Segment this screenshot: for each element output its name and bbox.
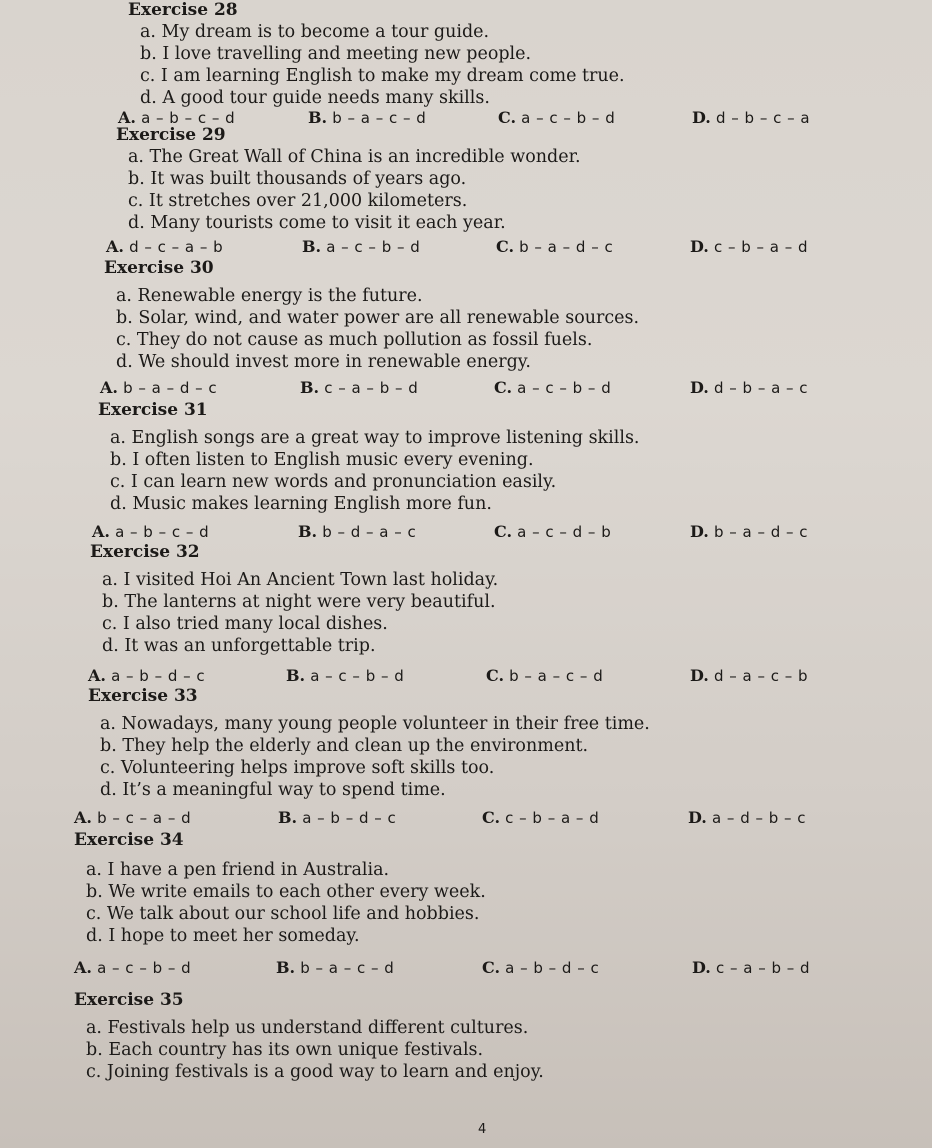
exercise-35 <box>74 984 544 1083</box>
option-a[interactable]: A. a – b – d – c <box>88 666 206 685</box>
sentence-c: c. Volunteering helps improve soft skills too. <box>100 758 495 778</box>
sentence-c: c. We talk about our school life and hobbies. <box>86 904 480 924</box>
exercise-34 <box>74 830 486 947</box>
option-a[interactable]: A. a – c – b – d <box>74 958 192 977</box>
sentence-b: b. I often listen to English music every evening. <box>110 450 534 470</box>
option-b[interactable]: B. b – a – c – d <box>276 958 395 977</box>
sentence-b: b. Solar, wind, and water power are all renewable sources. <box>116 308 640 328</box>
option-c[interactable]: C. b – a – c – d <box>486 666 604 685</box>
option-b[interactable]: B. a – b – d – c <box>278 808 397 827</box>
option-c[interactable]: C. c – b – a – d <box>482 808 600 827</box>
exercise-33 <box>88 686 650 801</box>
option-c[interactable]: C. a – c – b – d <box>494 378 612 397</box>
exercise-title: Exercise 29 <box>116 125 226 145</box>
exercise-title: Exercise 35 <box>74 990 184 1010</box>
option-c[interactable]: C. a – c – d – b <box>494 522 612 541</box>
sentence-a: a. I have a pen friend in Australia. <box>86 860 390 880</box>
option-a[interactable]: A. a – b – c – d <box>118 108 236 127</box>
option-d[interactable]: D. c – a – b – d <box>692 958 811 977</box>
exercise-title: Exercise 31 <box>98 400 208 420</box>
sentence-b: b. They help the elderly and clean up the environment. <box>100 736 589 756</box>
sentence-a: a. Festivals help us understand different cultures. <box>86 1018 529 1038</box>
exercise-29 <box>116 125 581 234</box>
option-d[interactable]: D. b – a – d – c <box>690 522 809 541</box>
sentence-c: c. I am learning English to make my dream come true. <box>140 66 625 86</box>
sentence-c: c. I also tried many local dishes. <box>102 614 388 634</box>
sentence-a: a. I visited Hoi An Ancient Town last holiday. <box>102 570 499 590</box>
option-b[interactable]: B. c – a – b – d <box>300 378 419 397</box>
exercise-30 <box>104 258 639 373</box>
options-row <box>74 806 884 830</box>
option-d[interactable]: D. a – d – b – c <box>688 808 807 827</box>
option-a[interactable]: A. d – c – a – b <box>106 237 224 256</box>
sentence-a: a. My dream is to become a tour guide. <box>140 22 490 42</box>
option-c[interactable]: C. b – a – d – c <box>496 237 614 256</box>
exercise-title: Exercise 33 <box>88 686 198 706</box>
option-a[interactable]: A. b – a – d – c <box>100 378 218 397</box>
page-number: 4 <box>478 1122 487 1137</box>
exercise-title: Exercise 34 <box>74 830 184 850</box>
option-d[interactable]: D. d – b – a – c <box>690 378 809 397</box>
sentence-d: d. Music makes learning English more fun. <box>110 494 492 514</box>
sentence-b: b. I love travelling and meeting new people. <box>140 44 532 64</box>
option-a[interactable]: A. b – c – a – d <box>74 808 192 827</box>
sentence-d: d. We should invest more in renewable energy. <box>116 352 531 372</box>
sentence-d: d. It’s a meaningful way to spend time. <box>100 780 446 800</box>
option-d[interactable]: D. d – a – c – b <box>690 666 809 685</box>
sentence-a: a. English songs are a great way to improve listening skills. <box>110 428 640 448</box>
sentence-a: a. Nowadays, many young people volunteer in their free time. <box>100 714 650 734</box>
options-row <box>88 664 888 688</box>
exercise-title: Exercise 30 <box>104 258 214 278</box>
exercise-title: Exercise 32 <box>90 542 200 562</box>
sentence-a: a. The Great Wall of China is an incredible wonder. <box>128 147 581 167</box>
sentence-b: b. It was built thousands of years ago. <box>128 169 467 189</box>
options-row <box>100 376 890 400</box>
option-b[interactable]: B. b – a – c – d <box>308 108 427 127</box>
sentence-c: c. Joining festivals is a good way to learn and enjoy. <box>86 1062 544 1082</box>
sentence-b: b. We write emails to each other every week. <box>86 882 486 902</box>
sentence-d: d. Many tourists come to visit it each year. <box>128 213 506 233</box>
options-row <box>106 235 886 259</box>
option-b[interactable]: B. a – c – b – d <box>286 666 405 685</box>
sentence-c: c. I can learn new words and pronunciation easily. <box>110 472 557 492</box>
exercise-32 <box>90 542 498 657</box>
exercise-title: Exercise 28 <box>128 0 238 20</box>
sentence-c: c. It stretches over 21,000 kilometers. <box>128 191 468 211</box>
option-c[interactable]: C. a – b – d – c <box>482 958 600 977</box>
exercise-31 <box>98 400 640 515</box>
sentence-d: d. It was an unforgettable trip. <box>102 636 376 656</box>
option-b[interactable]: B. b – d – a – c <box>298 522 417 541</box>
exercise-28 <box>128 0 625 109</box>
option-d[interactable]: D. c – b – a – d <box>690 237 809 256</box>
options-row <box>74 956 884 980</box>
sentence-b: b. The lanterns at night were very beautiful. <box>102 592 496 612</box>
options-row <box>92 520 892 544</box>
sentence-b: b. Each country has its own unique festivals. <box>86 1040 484 1060</box>
sentence-a: a. Renewable energy is the future. <box>116 286 423 306</box>
option-c[interactable]: C. a – c – b – d <box>498 108 616 127</box>
sentence-c: c. They do not cause as much pollution as fossil fuels. <box>116 330 593 350</box>
option-b[interactable]: B. a – c – b – d <box>302 237 421 256</box>
sentence-d: d. A good tour guide needs many skills. <box>140 88 490 108</box>
option-a[interactable]: A. a – b – c – d <box>92 522 210 541</box>
option-d[interactable]: D. d – b – c – a <box>692 108 811 127</box>
sentence-d: d. I hope to meet her someday. <box>86 926 360 946</box>
